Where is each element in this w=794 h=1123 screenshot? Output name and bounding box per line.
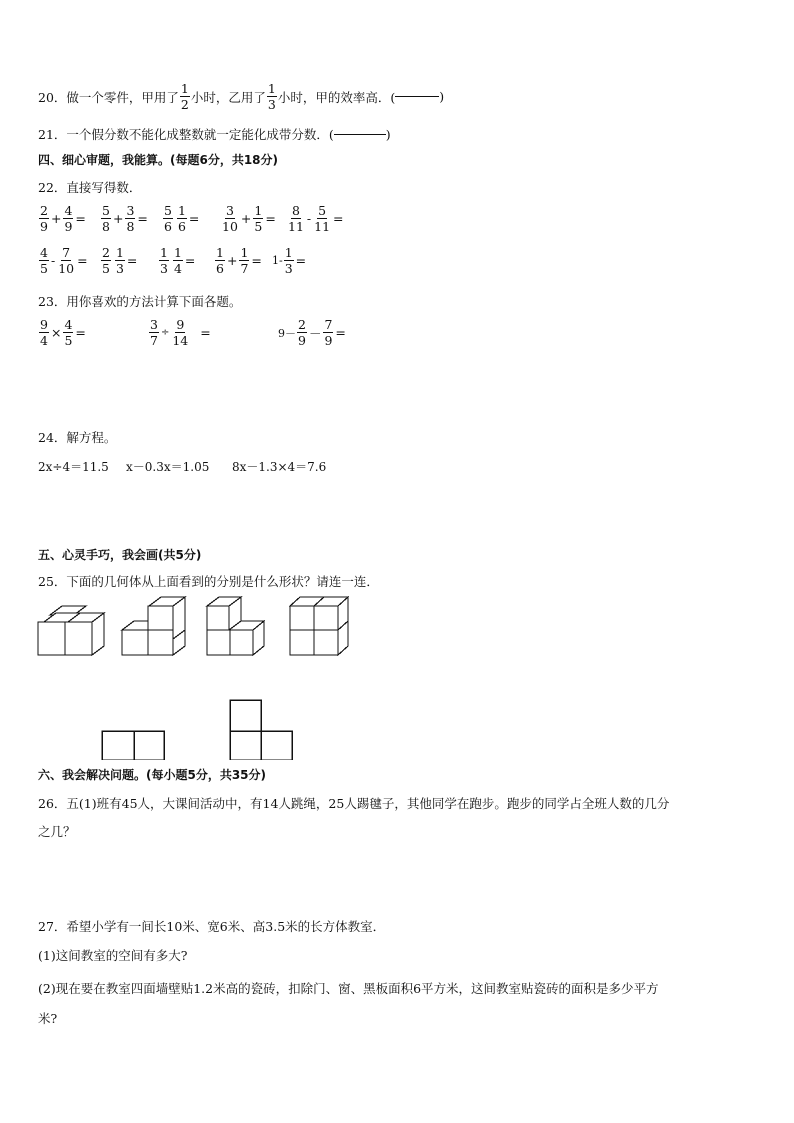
calc-item: $\frac{5}{8}$ + $\frac{3}{8}$ = <box>102 203 148 235</box>
q24-equation-3: 8x－1.3×4＝7.6 <box>232 460 327 474</box>
solid-2 <box>122 597 185 655</box>
q27-part-2-line-2: 米? <box>38 1011 58 1026</box>
section-6-title: 六、我会解决问题。(每小题5分，共35分) <box>38 768 267 782</box>
calc-item: $\frac{2}{9}$ + $\frac{4}{9}$ = <box>40 203 86 235</box>
answer-blank[interactable] <box>395 96 439 97</box>
q20-close: ) <box>439 89 445 105</box>
q26-line-1: 26．五(1)班有45人，大课间活动中，有14人跳绳，25人踢毽子，其他同学在跑步。跑步的同学占全班人数的几分 <box>38 796 670 811</box>
q20-mid: 小时，乙用了 <box>190 89 266 105</box>
q22-row-1 <box>38 204 368 233</box>
q23-expr-3: 9－ $\frac{2}{9}$ － $\frac{7}{9}$ = <box>278 317 346 349</box>
calc-item: $\frac{3}{10}$ + $\frac{1}{5}$ = <box>222 203 276 235</box>
calc-item: $\frac{2}{5}$ $\frac{1}{3}$ = <box>102 245 138 277</box>
q26-line-2: 之几？ <box>38 824 76 839</box>
calc-item: $\frac{8}{11}$ - $\frac{5}{11}$ = <box>288 203 344 235</box>
q20-prefix: 20．做一个零件，甲用了 <box>38 89 179 105</box>
q27-part-2-line-1: (2)现在要在教室四面墙壁贴1.2米高的瓷砖，扣除门、窗、黑板面积6平方米，这间教室贴瓷砖的面积是多少平方 <box>38 981 659 996</box>
section-4-title: 四、细心审题，我能算。(每题6分，共18分) <box>38 153 279 167</box>
q21-close: ) <box>385 126 391 142</box>
question-20 <box>38 82 444 111</box>
calc-item: 1- $\frac{1}{3}$ = <box>272 245 307 277</box>
q23-title: 23．用你喜欢的方法计算下面各题。 <box>38 294 242 309</box>
q22-row-2 <box>38 246 368 275</box>
q23-expr-1: $\frac{9}{4}$ × $\frac{4}{5}$ = <box>40 317 86 349</box>
answer-blank[interactable] <box>334 134 386 135</box>
q24-equation-2: x－0.3x＝1.05 <box>126 460 210 474</box>
solid-1 <box>38 606 104 655</box>
q22-title: 22．直接写得数． <box>38 180 142 195</box>
q20-suffix: 小时，甲的效率高．( <box>277 89 396 105</box>
calc-item: $\frac{4}{5}$ - $\frac{7}{10}$ = <box>40 245 88 277</box>
q23-expr-2: $\frac{3}{7}$ ÷ $\frac{9}{14}$ = <box>150 317 211 349</box>
calc-item: $\frac{1}{3}$ $\frac{1}{4}$ = <box>160 245 196 277</box>
fraction: $\frac{1}{3}$ <box>267 81 276 113</box>
solid-4 <box>290 597 348 655</box>
fraction: $\frac{1}{2}$ <box>180 81 189 113</box>
q24-title: 24．解方程。 <box>38 430 117 445</box>
calc-item: $\frac{5}{6}$ $\frac{1}{6}$ = <box>164 203 200 235</box>
q24-equation-1: 2x÷4＝11.5 <box>38 460 109 474</box>
top-view-two-squares <box>102 731 164 760</box>
section-5-title: 五、心灵手巧，我会画(共5分) <box>38 548 202 562</box>
solid-3 <box>207 597 264 655</box>
q25-figures <box>0 590 380 760</box>
q25-title: 25．下面的几何体从上面看到的分别是什么形状？请连一连． <box>38 574 379 589</box>
question-21 <box>38 125 391 143</box>
calc-item: $\frac{1}{6}$ + $\frac{1}{7}$ = <box>216 245 262 277</box>
top-view-l-shape <box>230 700 292 760</box>
q27-title: 27．希望小学有一间长10米、宽6米、高3.5米的长方体教室． <box>38 919 386 934</box>
q27-part-1: (1)这间教室的空间有多大? <box>38 948 188 963</box>
q21-text: 21．一个假分数不能化成整数就一定能化成带分数．( <box>38 127 334 142</box>
